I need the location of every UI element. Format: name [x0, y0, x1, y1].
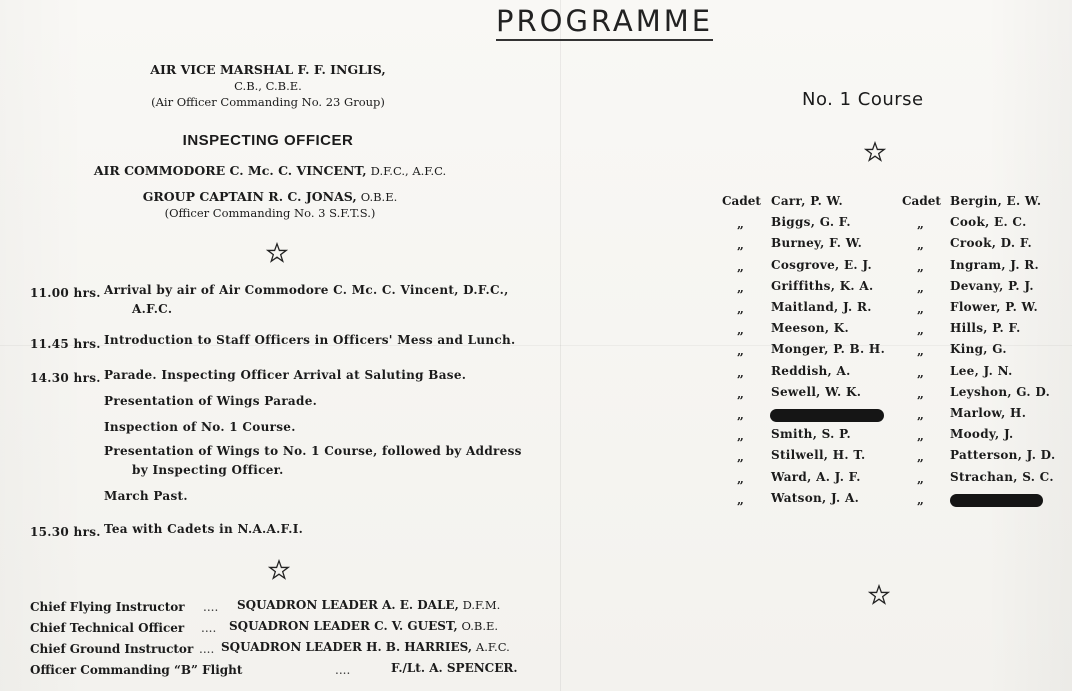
schedule-line: A.F.C. — [132, 302, 173, 316]
group-captain-honours: O.B.E. — [360, 190, 398, 204]
staff-leader-dots: .... — [201, 621, 217, 635]
cadet-name: Marlow, H. — [950, 406, 1027, 420]
ditto-mark: „ — [917, 344, 924, 358]
ditto-mark: „ — [737, 217, 744, 231]
staff-role: Chief Ground Instructor — [30, 642, 194, 656]
staff-officer — [221, 640, 510, 654]
staff-name: SQUADRON LEADER C. V. GUEST, — [229, 619, 458, 633]
star-icon — [268, 559, 290, 581]
star-icon — [868, 584, 890, 606]
cadet-name: Ingram, J. R. — [950, 258, 1040, 272]
cadet-prefix: Cadet — [722, 194, 761, 208]
cadet-name: Reddish, A. — [771, 364, 851, 378]
ditto-mark: „ — [917, 366, 924, 380]
ditto-mark: „ — [917, 387, 924, 401]
cadet-name: Stilwell, H. T. — [771, 448, 866, 462]
staff-name: SQUADRON LEADER A. E. DALE, — [237, 598, 459, 612]
cadet-name: Crook, D. F. — [950, 236, 1032, 250]
guest-role: (Air Officer Commanding No. 23 Group) — [151, 95, 385, 109]
ditto-mark: „ — [917, 408, 924, 422]
ditto-mark: „ — [737, 323, 744, 337]
cadet-name: Hills, P. F. — [950, 321, 1021, 335]
redacted-name — [950, 494, 1043, 507]
ditto-mark: „ — [737, 281, 744, 295]
ditto-mark: „ — [737, 302, 744, 316]
inspecting-officer-honours: D.F.C., A.F.C. — [370, 164, 447, 178]
ditto-mark: „ — [737, 366, 744, 380]
schedule-line: Parade. Inspecting Officer Arrival at Saluting Base. — [104, 368, 467, 382]
staff-role: Chief Flying Instructor — [30, 600, 185, 614]
schedule-line: Introduction to Staff Officers in Officers' Mess and Lunch. — [104, 333, 516, 347]
schedule-line: Presentation of Wings Parade. — [104, 394, 318, 408]
cadet-name: Monger, P. B. H. — [771, 342, 886, 356]
schedule-time: 15.30 hrs. — [30, 525, 101, 539]
cadet-name: Carr, P. W. — [771, 194, 843, 208]
cadet-name: Moody, J. — [950, 427, 1014, 441]
cadet-name: Patterson, J. D. — [950, 448, 1056, 462]
schedule-line: by Inspecting Officer. — [132, 463, 284, 477]
schedule-line: March Past. — [104, 489, 188, 503]
star-icon — [864, 141, 886, 163]
staff-role: Officer Commanding “B” Flight — [30, 663, 243, 677]
redacted-name — [770, 409, 884, 422]
cadet-name: Ward, A. J. F. — [771, 470, 861, 484]
staff-role: Chief Technical Officer — [30, 621, 185, 635]
cadet-name: Leyshon, G. D. — [950, 385, 1051, 399]
ditto-mark: „ — [737, 387, 744, 401]
staff-name: F./Lt. A. SPENCER. — [391, 661, 518, 675]
staff-leader-dots: .... — [203, 600, 219, 614]
schedule-time: 11.00 hrs. — [30, 286, 101, 300]
ditto-mark: „ — [737, 408, 744, 422]
ditto-mark: „ — [737, 238, 744, 252]
staff-officer — [229, 619, 498, 633]
page-title: PROGRAMME — [496, 4, 713, 41]
ditto-mark: „ — [917, 472, 924, 486]
cadet-name: Griffiths, K. A. — [771, 279, 874, 293]
cadet-name: Smith, S. P. — [771, 427, 851, 441]
cadet-name: Cosgrove, E. J. — [771, 258, 872, 272]
guest-name: AIR VICE MARSHAL F. F. INGLIS, — [150, 62, 386, 77]
staff-name: SQUADRON LEADER H. B. HARRIES, — [221, 640, 473, 654]
staff-leader-dots: .... — [335, 663, 351, 677]
cadet-name: Bergin, E. W. — [950, 194, 1042, 208]
cadet-name: Meeson, K. — [771, 321, 849, 335]
group-captain-role: (Officer Commanding No. 3 S.F.T.S.) — [164, 206, 376, 220]
staff-honours: D.F.M. — [462, 598, 501, 612]
ditto-mark: „ — [737, 260, 744, 274]
cadet-name: Strachan, S. C. — [950, 470, 1054, 484]
cadet-name: Devany, P. J. — [950, 279, 1034, 293]
schedule-line: Tea with Cadets in N.A.A.F.I. — [104, 522, 304, 536]
inspecting-officer-name: AIR COMMODORE C. Mc. C. VINCENT, — [93, 163, 367, 178]
schedule-line: Arrival by air of Air Commodore C. Mc. C. Vincent, D.F.C., — [104, 283, 509, 297]
staff-officer — [237, 598, 500, 612]
cadet-name: Cook, E. C. — [950, 215, 1027, 229]
schedule-time: 14.30 hrs. — [30, 371, 101, 385]
ditto-mark: „ — [737, 450, 744, 464]
guest-honours: C.B., C.B.E. — [234, 79, 302, 93]
inspecting-officer-line — [60, 163, 480, 178]
staff-honours: O.B.E. — [461, 619, 499, 633]
cadet-name: Watson, J. A. — [771, 491, 860, 505]
ditto-mark: „ — [917, 323, 924, 337]
schedule-line: Inspection of No. 1 Course. — [104, 420, 296, 434]
staff-leader-dots: .... — [199, 642, 215, 656]
ditto-mark: „ — [737, 493, 744, 507]
group-captain-line — [100, 189, 440, 204]
inspecting-heading: INSPECTING OFFICER — [182, 132, 354, 149]
schedule-time: 11.45 hrs. — [30, 337, 101, 351]
cadet-name: Maitland, J. R. — [771, 300, 872, 314]
ditto-mark: „ — [917, 429, 924, 443]
ditto-mark: „ — [737, 472, 744, 486]
cadet-name: Burney, F. W. — [771, 236, 863, 250]
cadet-prefix: Cadet — [902, 194, 941, 208]
ditto-mark: „ — [737, 429, 744, 443]
cadet-name: Lee, J. N. — [950, 364, 1013, 378]
star-icon — [266, 242, 288, 264]
schedule-line: Presentation of Wings to No. 1 Course, followed by Address — [104, 444, 522, 458]
cadet-name: King, G. — [950, 342, 1007, 356]
ditto-mark: „ — [917, 238, 924, 252]
ditto-mark: „ — [917, 493, 924, 507]
ditto-mark: „ — [917, 450, 924, 464]
ditto-mark: „ — [917, 260, 924, 274]
ditto-mark: „ — [917, 302, 924, 316]
group-captain-name: GROUP CAPTAIN R. C. JONAS, — [142, 189, 357, 204]
staff-honours: A.F.C. — [475, 640, 510, 654]
ditto-mark: „ — [917, 281, 924, 295]
staff-officer — [391, 661, 518, 675]
ditto-mark: „ — [917, 217, 924, 231]
cadet-name: Sewell, W. K. — [771, 385, 862, 399]
cadet-name: Biggs, G. F. — [771, 215, 851, 229]
course-title: No. 1 Course — [802, 89, 924, 110]
ditto-mark: „ — [737, 344, 744, 358]
cadet-name: Flower, P. W. — [950, 300, 1038, 314]
